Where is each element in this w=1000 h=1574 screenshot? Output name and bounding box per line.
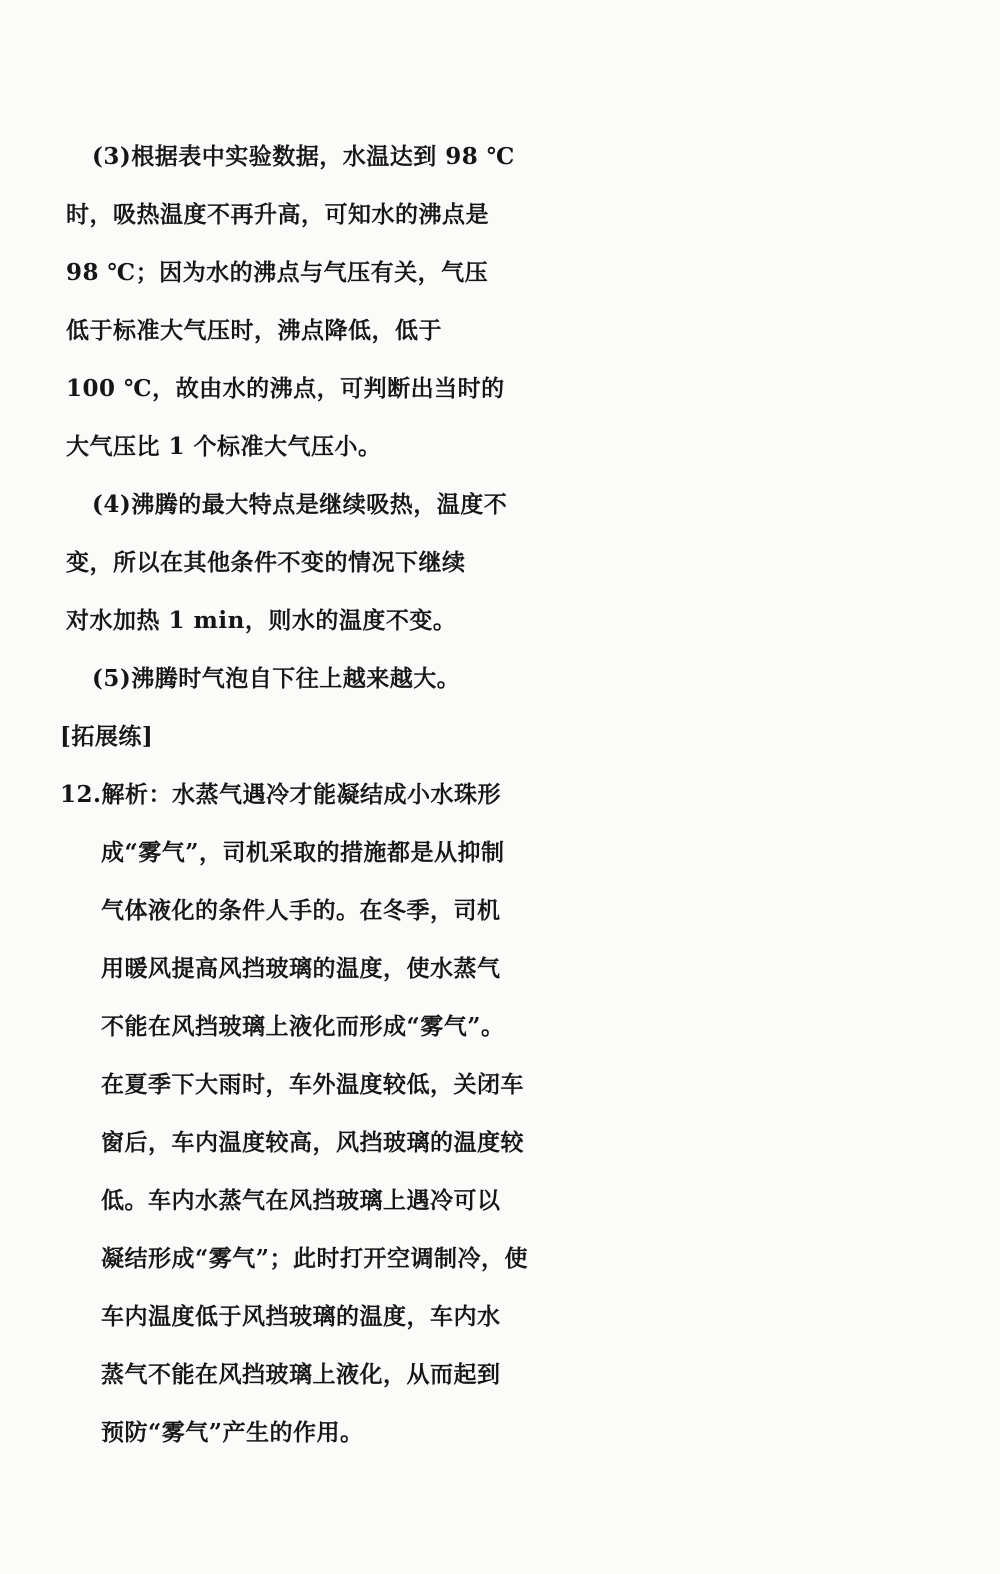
section-label-tuozhan: [拓展练] <box>60 723 154 750</box>
text-line: 气体液化的条件人手的。在冬季，司机 <box>101 897 501 924</box>
text-line: (3)根据表中实验数据，水温达到 98 ℃ <box>92 143 515 170</box>
text-line: (5)沸腾时气泡自下往上越来越大。 <box>92 665 461 692</box>
text-line: 预防“雾气”产生的作用。 <box>101 1419 364 1446</box>
text-line: 100 ℃，故由水的沸点，可判断出当时的 <box>66 375 505 402</box>
text-line: 车内温度低于风挡玻璃的温度，车内水 <box>101 1303 501 1330</box>
text-line: 12.解析：水蒸气遇冷才能凝结成小水珠形 <box>60 781 502 808</box>
text-line: 变，所以在其他条件不变的情况下继续 <box>66 549 466 576</box>
text-line: 成“雾气”，司机采取的措施都是从抑制 <box>101 839 505 866</box>
text-line: 窗后，车内温度较高，风挡玻璃的温度较 <box>101 1129 524 1156</box>
text-line: 蒸气不能在风挡玻璃上液化，从而起到 <box>101 1361 501 1388</box>
text-line: 凝结形成“雾气”；此时打开空调制冷，使 <box>101 1245 528 1272</box>
text-line: 用暖风提高风挡玻璃的温度，使水蒸气 <box>101 955 501 982</box>
text-line: 时，吸热温度不再升高，可知水的沸点是 <box>66 201 489 228</box>
text-line: 低于标准大气压时，沸点降低，低于 <box>66 317 442 344</box>
text-line: 大气压比 1 个标准大气压小。 <box>66 433 382 460</box>
text-line: 在夏季下大雨时，车外温度较低，关闭车 <box>101 1071 524 1098</box>
text-line: (4)沸腾的最大特点是继续吸热，温度不 <box>92 491 508 518</box>
text-line: 低。车内水蒸气在风挡玻璃上遇冷可以 <box>101 1187 501 1214</box>
text-line: 对水加热 1 min，则水的温度不变。 <box>66 607 457 634</box>
text-line: 不能在风挡玻璃上液化而形成“雾气”。 <box>101 1013 505 1040</box>
text-line: 98 ℃；因为水的沸点与气压有关，气压 <box>66 259 489 286</box>
